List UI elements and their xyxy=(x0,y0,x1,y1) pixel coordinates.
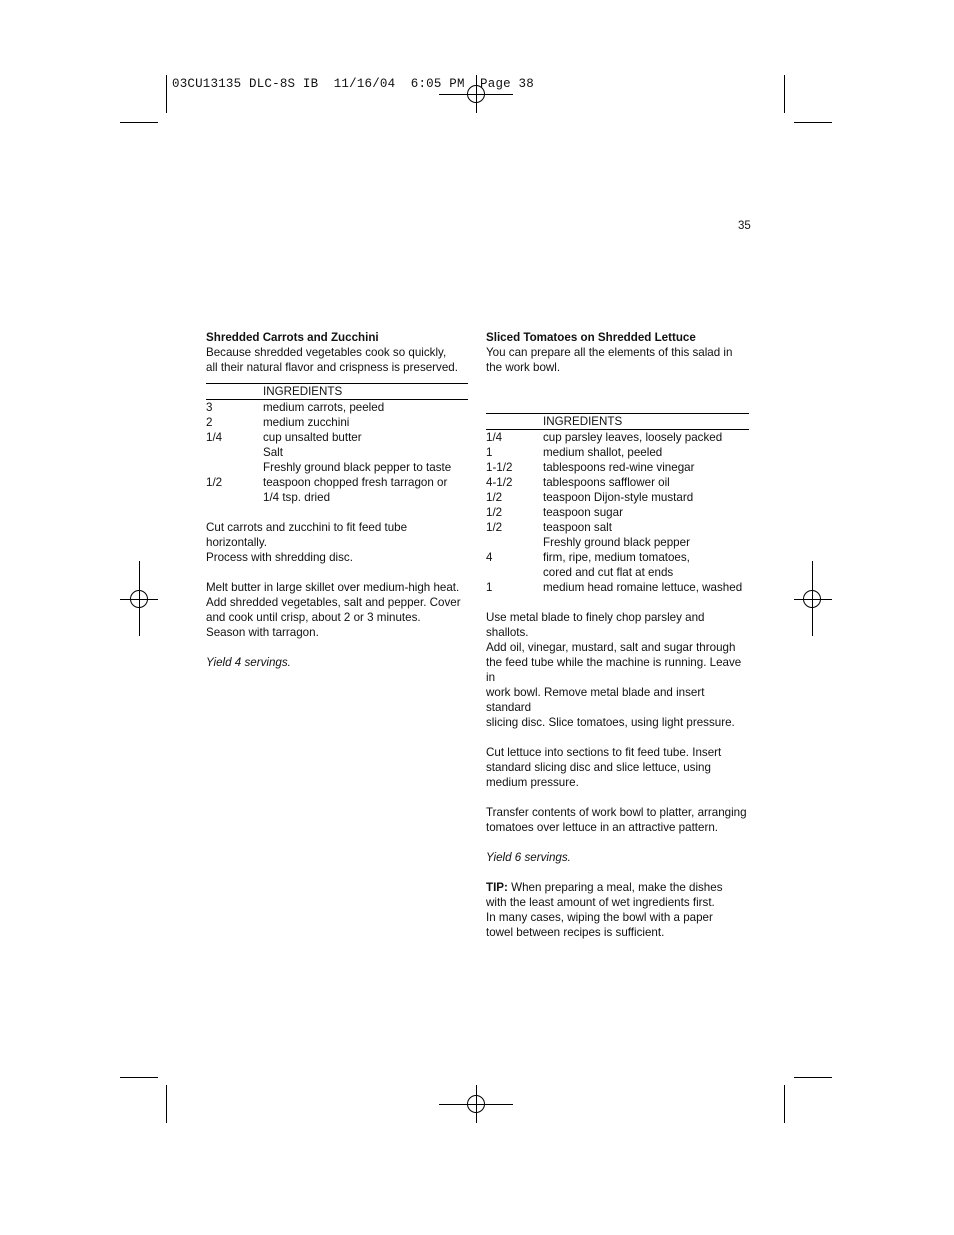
ingredient-row: 1 medium head romaine lettuce, washed xyxy=(486,581,743,594)
print-slug: 03CU13135 DLC-8S IB 11/16/04 6:05 PM Page 38 xyxy=(172,77,534,91)
ingredient-row: 1/4 cup parsley leaves, loosely packed xyxy=(486,431,723,444)
ingredient-row: Freshly ground black pepper to taste xyxy=(263,461,452,474)
ingredient-row: 1/2 teaspoon sugar xyxy=(486,506,623,519)
instruction-line: medium pressure. xyxy=(486,776,579,789)
ingredient-row: 1 medium shallot, peeled xyxy=(486,446,663,459)
tip-line: with the least amount of wet ingredients first. xyxy=(486,896,715,909)
ingredient-row: 1/4 tsp. dried xyxy=(263,491,331,504)
ingredients-header: INGREDIENTS xyxy=(543,414,749,430)
instruction-line: slicing disc. Slice tomatoes, using light pressure. xyxy=(486,716,735,729)
ingredient-row: 1-1/2 tablespoons red-wine vinegar xyxy=(486,461,695,474)
recipe-intro-line: Because shredded vegetables cook so quickly, xyxy=(206,346,447,359)
recipe-intro-line: You can prepare all the elements of this salad in xyxy=(486,346,733,359)
page-number: 35 xyxy=(738,220,751,232)
instruction-line: work bowl. Remove metal blade and insert standard xyxy=(486,686,705,714)
recipe-intro-line: the work bowl. xyxy=(486,361,561,374)
ingredient-row: Salt xyxy=(263,446,283,459)
tip-line: In many cases, wiping the bowl with a paper xyxy=(486,911,713,924)
instruction-line: Melt butter in large skillet over medium-high heat. xyxy=(206,581,460,594)
recipe-intro-line: all their natural flavor and crispness is preserved. xyxy=(206,361,458,374)
ingredient-row: 2 medium zucchini xyxy=(206,416,350,429)
instruction-line: Transfer contents of work bowl to platter, arranging xyxy=(486,806,747,819)
registration-mark-icon xyxy=(803,590,821,608)
recipe-yield: Yield 4 servings. xyxy=(206,656,291,669)
tip-text: When preparing a meal, make the dishes xyxy=(507,881,723,894)
ingredient-row: 1/2 teaspoon Dijon-style mustard xyxy=(486,491,694,504)
recipe-title: Shredded Carrots and Zucchini xyxy=(206,331,379,344)
instruction-line: Process with shredding disc. xyxy=(206,551,353,564)
instruction-line: Use metal blade to finely chop parsley and shallots. xyxy=(486,611,705,639)
ingredient-row: 1/2 teaspoon chopped fresh tarragon or xyxy=(206,476,448,489)
ingredients-table xyxy=(486,413,749,595)
ingredients-table xyxy=(206,383,468,505)
recipe-title: Sliced Tomatoes on Shredded Lettuce xyxy=(486,331,696,344)
ingredient-row: cored and cut flat at ends xyxy=(543,566,674,579)
instruction-line: tomatoes over lettuce in an attractive pattern. xyxy=(486,821,718,834)
instruction-line: Add shredded vegetables, salt and pepper. Cover xyxy=(206,596,461,609)
registration-mark-icon xyxy=(130,590,148,608)
instruction-line: Cut lettuce into sections to fit feed tube. Insert xyxy=(486,746,722,759)
recipe-yield: Yield 6 servings. xyxy=(486,851,571,864)
instruction-line: standard slicing disc and slice lettuce, using xyxy=(486,761,711,774)
instruction-line: Cut carrots and zucchini to fit feed tube horizontally. xyxy=(206,521,408,549)
recipe-shredded-carrots xyxy=(206,330,468,670)
instruction-line: Add oil, vinegar, mustard, salt and sugar through xyxy=(486,641,736,654)
ingredient-row: 4-1/2 tablespoons safflower oil xyxy=(486,476,670,489)
instruction-line: Season with tarragon. xyxy=(206,626,319,639)
ingredient-row: 1/4 cup unsalted butter xyxy=(206,431,362,444)
ingredient-row: 1/2 teaspoon salt xyxy=(486,521,612,534)
tip-label: TIP: xyxy=(486,881,508,894)
tip-line: towel between recipes is sufficient. xyxy=(486,926,665,939)
instruction-line: the feed tube while the machine is running. Leave in xyxy=(486,656,742,684)
ingredients-header: INGREDIENTS xyxy=(263,384,468,400)
registration-mark-icon xyxy=(467,1095,485,1113)
recipe-sliced-tomatoes xyxy=(486,330,749,940)
ingredient-row: 4 firm, ripe, medium tomatoes, xyxy=(486,551,690,564)
ingredient-row: 3 medium carrots, peeled xyxy=(206,401,385,414)
instruction-line: and cook until crisp, about 2 or 3 minutes. xyxy=(206,611,421,624)
ingredient-row: Freshly ground black pepper xyxy=(543,536,690,549)
tip-line xyxy=(486,880,749,895)
